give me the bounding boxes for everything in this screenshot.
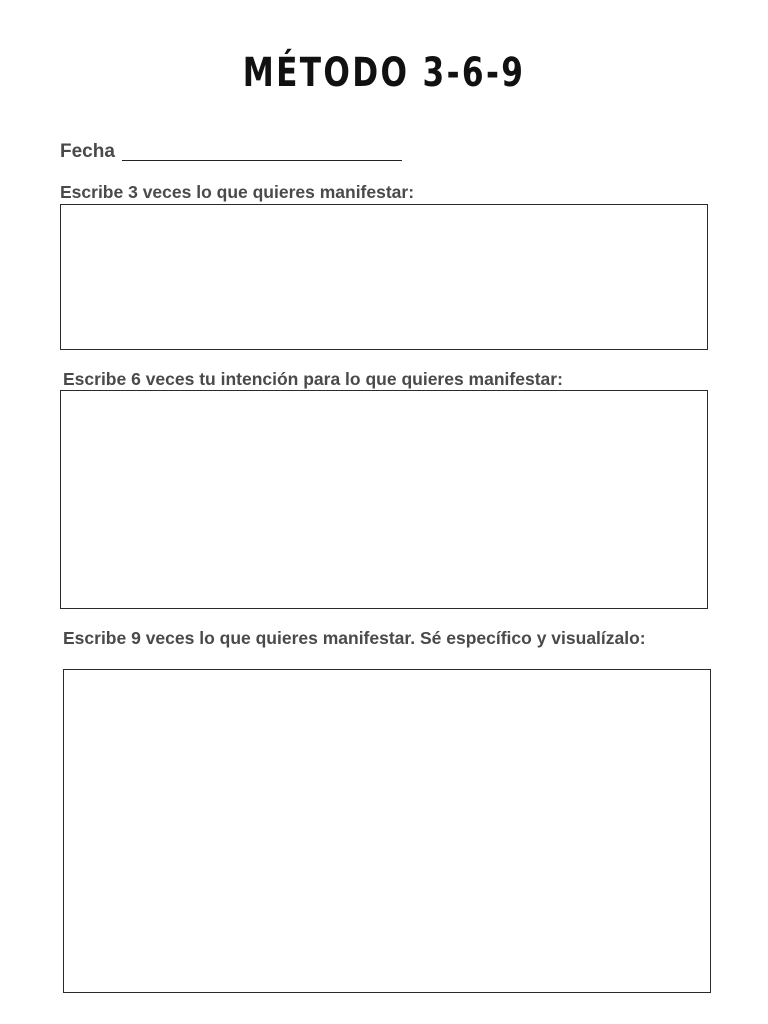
section-2-writing-box[interactable] [60,390,708,609]
date-label: Fecha [60,141,115,162]
date-input-line[interactable] [122,160,402,161]
section-1-prompt: Escribe 3 veces lo que quieres manifestar: [60,182,415,202]
section-2-prompt: Escribe 6 veces tu intención para lo que quieres manifestar: [63,369,563,389]
section-3-writing-box[interactable] [63,669,711,993]
section-3-prompt: Escribe 9 veces lo que quieres manifestar. Sé específico y visualízalo: [63,628,646,648]
page-title: MÉTODO 3-6-9 [242,50,526,96]
section-1-writing-box[interactable] [60,204,708,350]
date-row [60,135,402,163]
